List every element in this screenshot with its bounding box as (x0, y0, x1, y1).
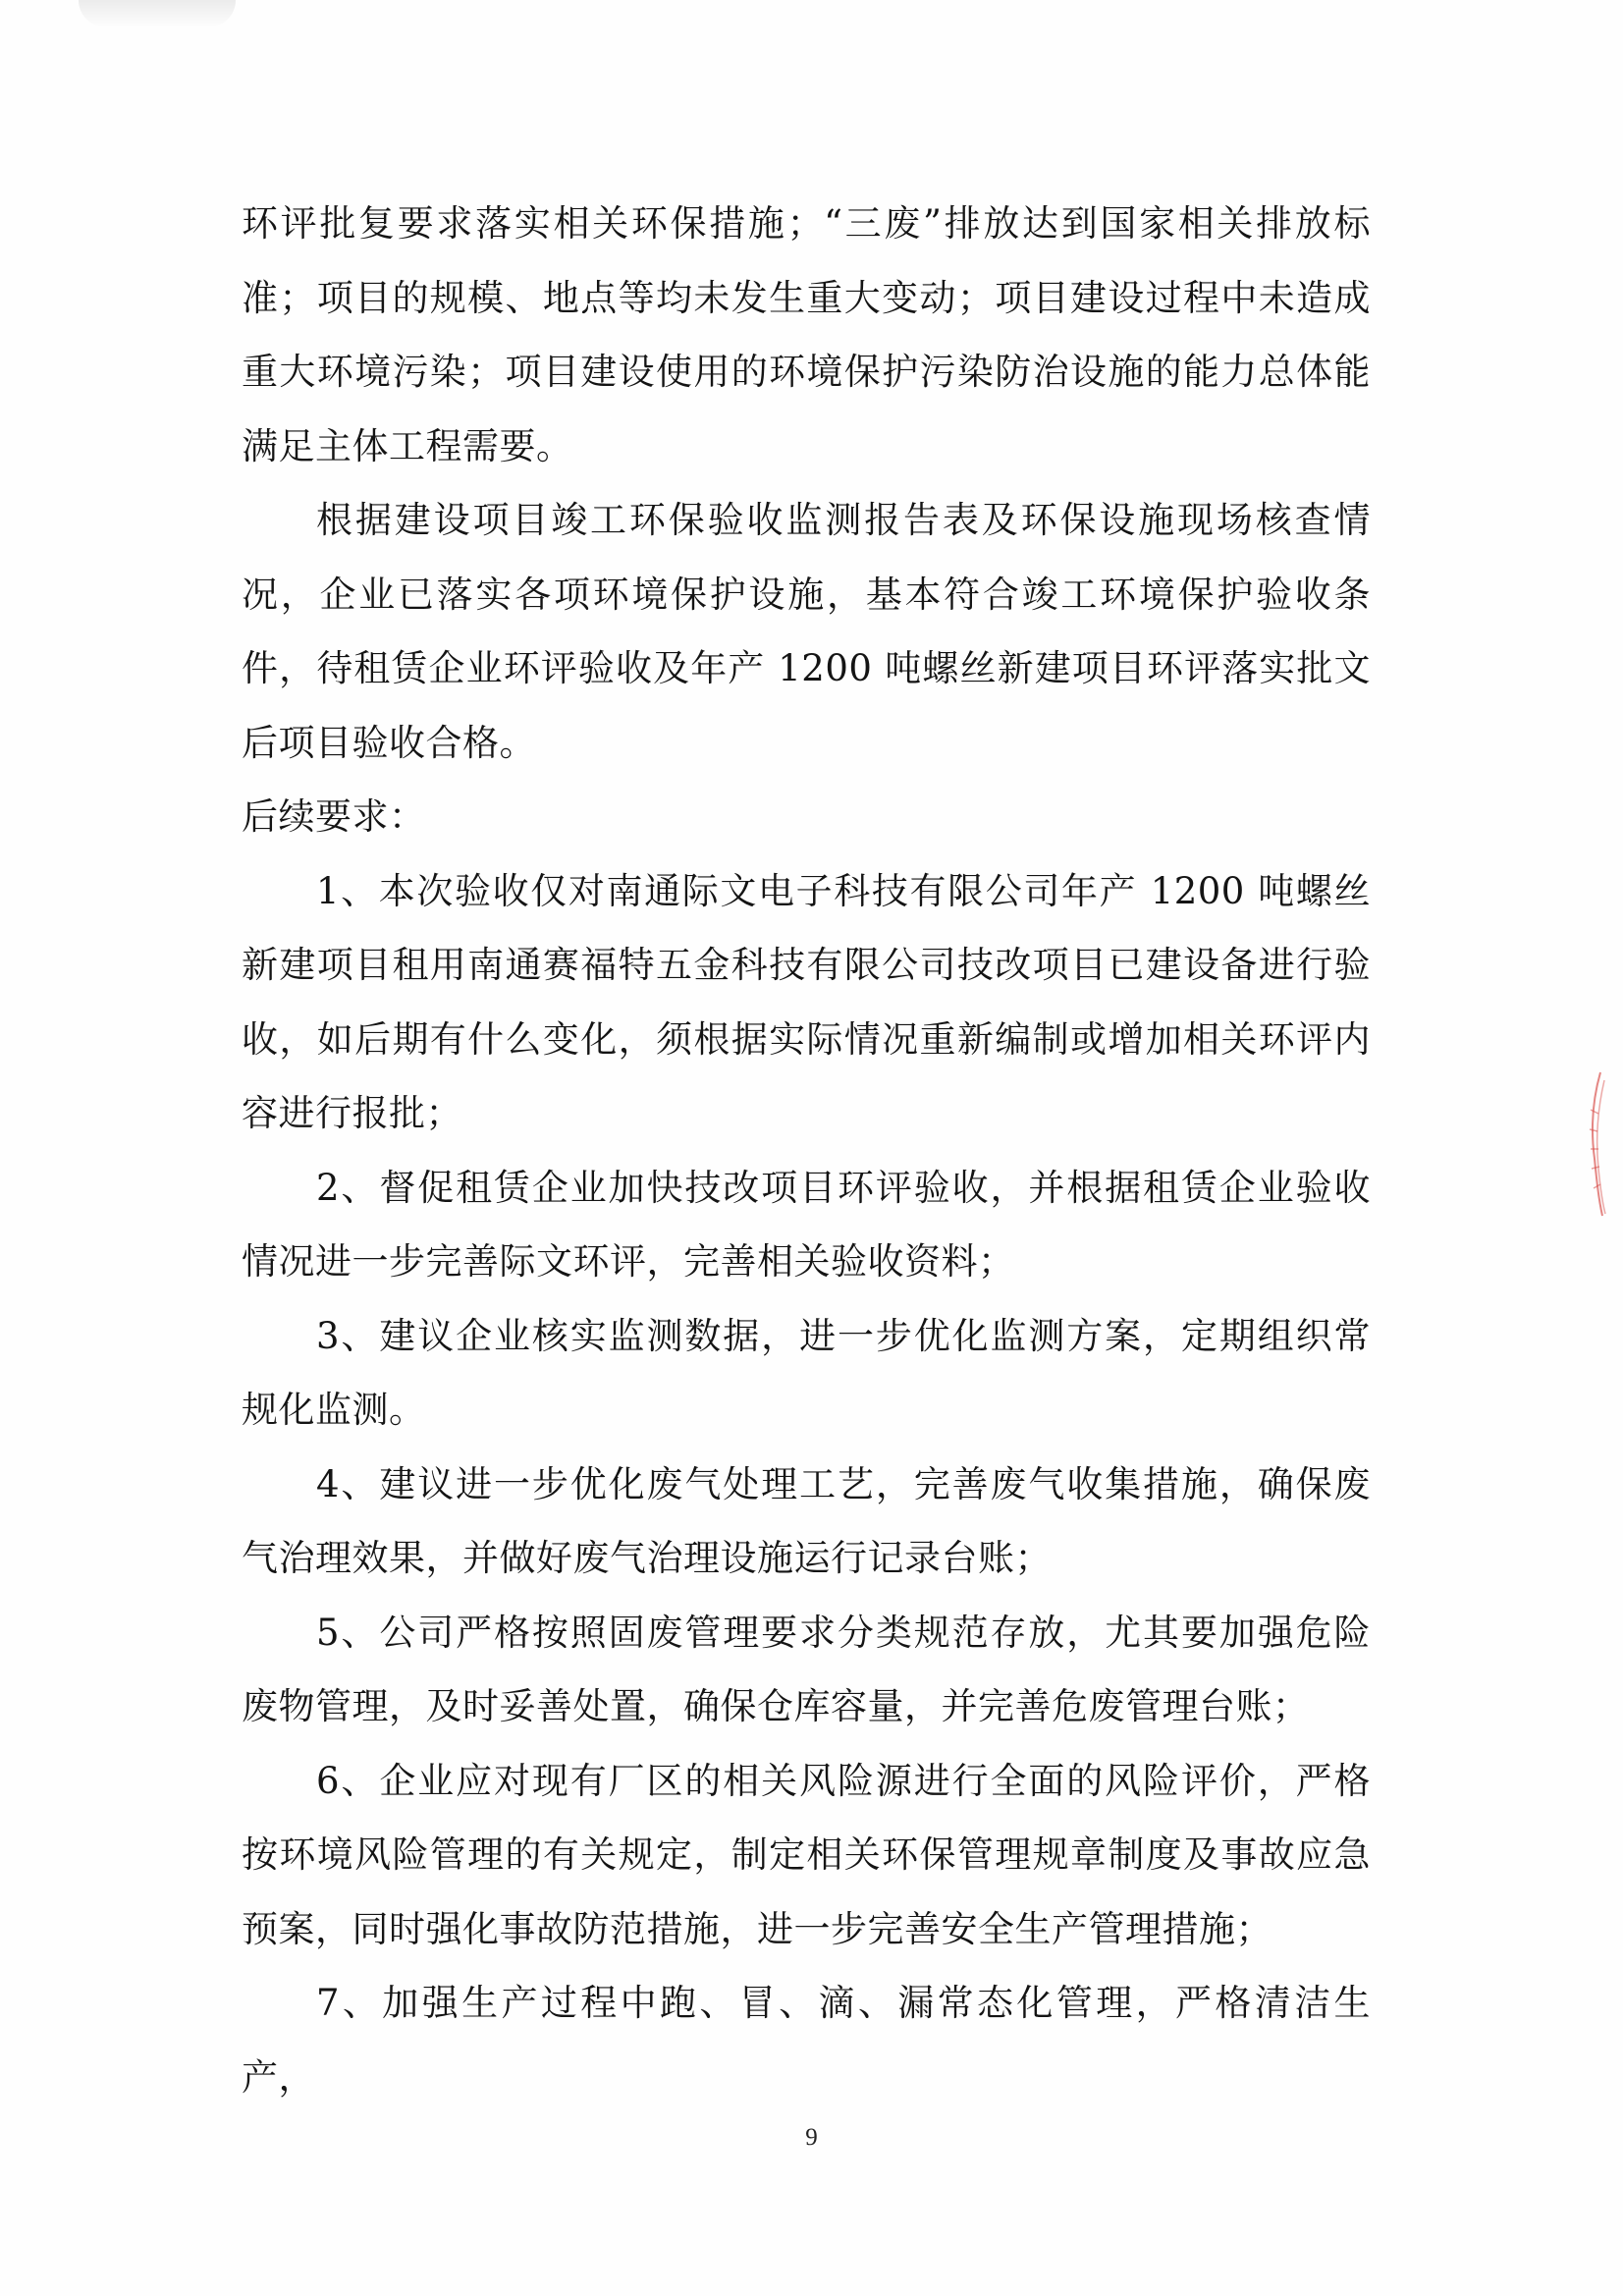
paragraph-followup-heading: 后续要求： (242, 795, 426, 838)
paragraph-requirement-6: 6、企业应对现有厂区的相关风险源进行全面的风险评价，严格按环境风险管理的有关规定，制定相关环保管理规章制度及事故应急预案，同时强化事故防范措施，进一步完善安全生产管理措施； (242, 1759, 1371, 1950)
scan-artifact (79, 0, 236, 27)
paragraph-acceptance-conclusion: 根据建设项目竣工环保验收监测报告表及环保设施现场核查情况，企业已落实各项环境保护设施，基本符合竣工环境保护验收条件，待租赁企业环评验收及年产 1200 吨螺丝新建项目环评落实批文后项目验收合格。 (242, 499, 1371, 764)
paragraph-requirement-5: 5、公司严格按照固废管理要求分类规范存放，尤其要加强危险废物管理，及时妥善处置，确保仓库容量，并完善危废管理台账； (242, 1611, 1371, 1727)
paragraph-requirement-7: 7、加强生产过程中跑、冒、滴、漏常态化管理，严格清洁生产， (242, 1982, 1371, 2099)
paragraph-requirement-3: 3、建议企业核实监测数据，进一步优化监测方案，定期组织常规化监测。 (242, 1314, 1371, 1431)
document-body (242, 187, 1371, 2114)
paragraph-requirement-1: 1、本次验收仅对南通际文电子科技有限公司年产 1200 吨螺丝新建项目租用南通赛福特五金科技有限公司技改项目已建设备进行验收，如后期有什么变化，须根据实际情况重新编制或增加相关环评内容进行报批； (242, 869, 1371, 1134)
paragraph-requirement-4: 4、建议进一步优化废气处理工艺，完善废气收集措施，确保废气治理效果，并做好废气治理设施运行记录台账； (242, 1462, 1371, 1579)
seal-edge-stamp (1583, 1070, 1606, 1218)
paragraph-approval-summary: 环评批复要求落实相关环保措施；“三废”排放达到国家相关排放标准；项目的规模、地点等均未发生重大变动；项目建设过程中未造成重大环境污染；项目建设使用的环境保护污染防治设施的能力总体能满足主体工程需要。 (242, 202, 1371, 467)
page-number: 9 (805, 2124, 818, 2151)
paragraph-requirement-2: 2、督促租赁企业加快技改项目环评验收，并根据租赁企业验收情况进一步完善际文环评，完善相关验收资料； (242, 1166, 1371, 1283)
